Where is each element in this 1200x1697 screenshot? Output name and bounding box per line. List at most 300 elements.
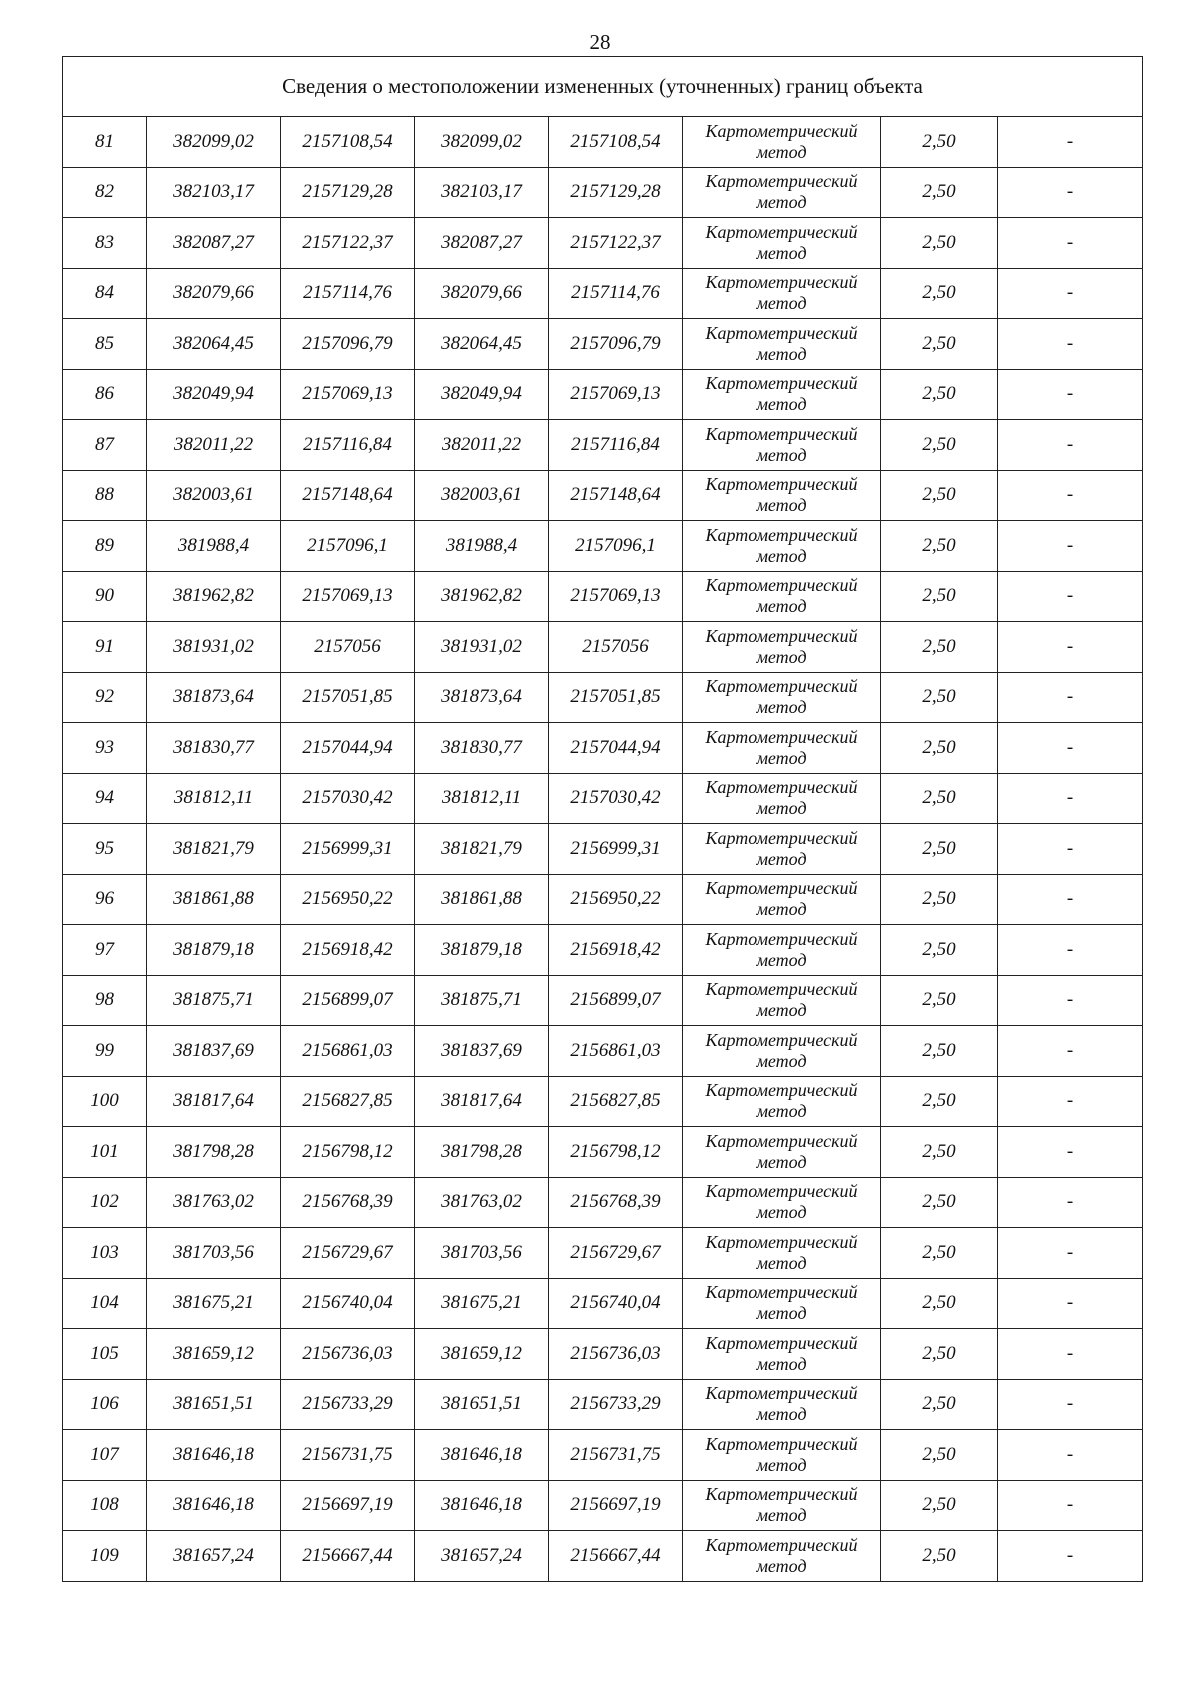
accuracy-cell: 2,50 <box>881 622 998 673</box>
note-cell: - <box>998 1026 1143 1077</box>
refined-y-cell: 2156731,75 <box>549 1430 683 1481</box>
existing-y-cell: 2156740,04 <box>281 1278 415 1329</box>
note-cell: - <box>998 622 1143 673</box>
method-line-1: Картометрический <box>705 120 858 141</box>
method-line-1: Картометрический <box>705 575 858 596</box>
table-row <box>63 369 1143 420</box>
existing-x-cell: 381962,82 <box>147 571 281 622</box>
point-number-cell: 89 <box>63 521 147 572</box>
method-line-2: метод <box>756 1353 807 1374</box>
table-row <box>63 975 1143 1026</box>
refined-x-cell: 382049,94 <box>415 369 549 420</box>
note-cell: - <box>998 1531 1143 1582</box>
point-number-cell: 93 <box>63 723 147 774</box>
point-number-cell: 96 <box>63 874 147 925</box>
existing-x-cell: 381657,24 <box>147 1531 281 1582</box>
table-row <box>63 1228 1143 1279</box>
method-cell <box>683 773 881 824</box>
point-number-cell: 86 <box>63 369 147 420</box>
refined-y-cell: 2156798,12 <box>549 1127 683 1178</box>
method-line-1: Картометрический <box>705 1484 858 1505</box>
point-number-cell: 99 <box>63 1026 147 1077</box>
method-line-1: Картометрический <box>705 827 858 848</box>
method-line-2: метод <box>756 343 807 364</box>
method-cell <box>683 1430 881 1481</box>
table-row <box>63 672 1143 723</box>
method-line-2: метод <box>756 1454 807 1475</box>
existing-y-cell: 2157096,1 <box>281 521 415 572</box>
method-line-1: Картометрический <box>705 423 858 444</box>
existing-y-cell: 2156731,75 <box>281 1430 415 1481</box>
method-line-1: Картометрический <box>705 1029 858 1050</box>
table-row <box>63 1480 1143 1531</box>
method-cell <box>683 1379 881 1430</box>
refined-x-cell: 381817,64 <box>415 1076 549 1127</box>
method-cell <box>683 117 881 168</box>
refined-y-cell: 2156950,22 <box>549 874 683 925</box>
point-number-cell: 105 <box>63 1329 147 1380</box>
point-number-cell: 108 <box>63 1480 147 1531</box>
table-row <box>63 773 1143 824</box>
accuracy-cell: 2,50 <box>881 218 998 269</box>
existing-x-cell: 381651,51 <box>147 1379 281 1430</box>
accuracy-cell: 2,50 <box>881 1480 998 1531</box>
refined-x-cell: 382003,61 <box>415 470 549 521</box>
refined-y-cell: 2156736,03 <box>549 1329 683 1380</box>
method-line-2: метод <box>756 1555 807 1576</box>
existing-x-cell: 381873,64 <box>147 672 281 723</box>
method-line-1: Картометрический <box>705 171 858 192</box>
refined-y-cell: 2156729,67 <box>549 1228 683 1279</box>
accuracy-cell: 2,50 <box>881 521 998 572</box>
table-title: Сведения о местоположении измененных (уточненных) границ объекта <box>63 57 1143 117</box>
point-number-cell: 103 <box>63 1228 147 1279</box>
refined-x-cell: 382064,45 <box>415 319 549 370</box>
method-line-1: Картометрический <box>705 474 858 495</box>
table-body <box>63 117 1143 1582</box>
accuracy-cell: 2,50 <box>881 1329 998 1380</box>
refined-x-cell: 381861,88 <box>415 874 549 925</box>
method-cell <box>683 1228 881 1279</box>
accuracy-cell: 2,50 <box>881 470 998 521</box>
existing-y-cell: 2157069,13 <box>281 571 415 622</box>
table-row <box>63 723 1143 774</box>
existing-y-cell: 2156729,67 <box>281 1228 415 1279</box>
refined-y-cell: 2156697,19 <box>549 1480 683 1531</box>
refined-y-cell: 2156667,44 <box>549 1531 683 1582</box>
method-line-2: метод <box>756 1505 807 1526</box>
refined-y-cell: 2157116,84 <box>549 420 683 471</box>
existing-y-cell: 2157069,13 <box>281 369 415 420</box>
note-cell: - <box>998 1278 1143 1329</box>
refined-x-cell: 381798,28 <box>415 1127 549 1178</box>
refined-x-cell: 381703,56 <box>415 1228 549 1279</box>
accuracy-cell: 2,50 <box>881 420 998 471</box>
table-row <box>63 1430 1143 1481</box>
accuracy-cell: 2,50 <box>881 1026 998 1077</box>
method-line-2: метод <box>756 798 807 819</box>
refined-x-cell: 381646,18 <box>415 1480 549 1531</box>
method-line-2: метод <box>756 949 807 970</box>
method-line-1: Картометрический <box>705 1332 858 1353</box>
refined-x-cell: 381646,18 <box>415 1430 549 1481</box>
point-number-cell: 83 <box>63 218 147 269</box>
method-line-2: метод <box>756 394 807 415</box>
note-cell: - <box>998 470 1143 521</box>
refined-x-cell: 382087,27 <box>415 218 549 269</box>
refined-x-cell: 381763,02 <box>415 1177 549 1228</box>
existing-y-cell: 2156736,03 <box>281 1329 415 1380</box>
point-number-cell: 84 <box>63 268 147 319</box>
existing-y-cell: 2156950,22 <box>281 874 415 925</box>
table-row <box>63 1127 1143 1178</box>
table-row <box>63 319 1143 370</box>
method-line-1: Картометрический <box>705 777 858 798</box>
point-number-cell: 95 <box>63 824 147 875</box>
refined-y-cell: 2157051,85 <box>549 672 683 723</box>
existing-y-cell: 2156798,12 <box>281 1127 415 1178</box>
accuracy-cell: 2,50 <box>881 571 998 622</box>
point-number-cell: 97 <box>63 925 147 976</box>
method-cell <box>683 218 881 269</box>
refined-y-cell: 2156899,07 <box>549 975 683 1026</box>
note-cell: - <box>998 571 1143 622</box>
point-number-cell: 91 <box>63 622 147 673</box>
point-number-cell: 109 <box>63 1531 147 1582</box>
method-line-1: Картометрический <box>705 1383 858 1404</box>
table-row <box>63 268 1143 319</box>
note-cell: - <box>998 1430 1143 1481</box>
existing-x-cell: 382011,22 <box>147 420 281 471</box>
method-cell <box>683 874 881 925</box>
point-number-cell: 101 <box>63 1127 147 1178</box>
refined-x-cell: 381830,77 <box>415 723 549 774</box>
table-row <box>63 1329 1143 1380</box>
method-cell <box>683 723 881 774</box>
note-cell: - <box>998 268 1143 319</box>
refined-x-cell: 381875,71 <box>415 975 549 1026</box>
existing-y-cell: 2156999,31 <box>281 824 415 875</box>
refined-x-cell: 381812,11 <box>415 773 549 824</box>
table-row <box>63 521 1143 572</box>
method-cell <box>683 470 881 521</box>
method-line-2: метод <box>756 293 807 314</box>
refined-x-cell: 382103,17 <box>415 167 549 218</box>
accuracy-cell: 2,50 <box>881 975 998 1026</box>
table-row <box>63 622 1143 673</box>
method-cell <box>683 672 881 723</box>
accuracy-cell: 2,50 <box>881 824 998 875</box>
method-line-1: Картометрический <box>705 878 858 899</box>
method-cell <box>683 1177 881 1228</box>
method-line-1: Картометрический <box>705 726 858 747</box>
table-row <box>63 117 1143 168</box>
refined-x-cell: 381931,02 <box>415 622 549 673</box>
accuracy-cell: 2,50 <box>881 268 998 319</box>
existing-x-cell: 381646,18 <box>147 1480 281 1531</box>
accuracy-cell: 2,50 <box>881 672 998 723</box>
refined-x-cell: 381651,51 <box>415 1379 549 1430</box>
table-row <box>63 1379 1143 1430</box>
accuracy-cell: 2,50 <box>881 773 998 824</box>
table-row <box>63 1076 1143 1127</box>
method-line-1: Картометрический <box>705 625 858 646</box>
accuracy-cell: 2,50 <box>881 1531 998 1582</box>
note-cell: - <box>998 672 1143 723</box>
point-number-cell: 82 <box>63 167 147 218</box>
refined-x-cell: 382079,66 <box>415 268 549 319</box>
refined-y-cell: 2156918,42 <box>549 925 683 976</box>
accuracy-cell: 2,50 <box>881 723 998 774</box>
note-cell: - <box>998 117 1143 168</box>
method-line-1: Картометрический <box>705 1534 858 1555</box>
method-line-2: метод <box>756 1000 807 1021</box>
note-cell: - <box>998 1228 1143 1279</box>
note-cell: - <box>998 1480 1143 1531</box>
method-line-2: метод <box>756 242 807 263</box>
method-line-1: Картометрический <box>705 676 858 697</box>
method-cell <box>683 1531 881 1582</box>
existing-y-cell: 2157148,64 <box>281 470 415 521</box>
table-row <box>63 1278 1143 1329</box>
existing-y-cell: 2156768,39 <box>281 1177 415 1228</box>
method-cell <box>683 975 881 1026</box>
refined-y-cell: 2157096,79 <box>549 319 683 370</box>
accuracy-cell: 2,50 <box>881 1379 998 1430</box>
existing-y-cell: 2157114,76 <box>281 268 415 319</box>
method-line-2: метод <box>756 646 807 667</box>
note-cell: - <box>998 1127 1143 1178</box>
method-line-2: метод <box>756 545 807 566</box>
existing-y-cell: 2156918,42 <box>281 925 415 976</box>
existing-x-cell: 382003,61 <box>147 470 281 521</box>
existing-x-cell: 381861,88 <box>147 874 281 925</box>
existing-x-cell: 381830,77 <box>147 723 281 774</box>
method-cell <box>683 369 881 420</box>
existing-x-cell: 382103,17 <box>147 167 281 218</box>
table-row <box>63 571 1143 622</box>
method-cell <box>683 1329 881 1380</box>
point-number-cell: 104 <box>63 1278 147 1329</box>
accuracy-cell: 2,50 <box>881 167 998 218</box>
point-number-cell: 98 <box>63 975 147 1026</box>
existing-y-cell: 2157051,85 <box>281 672 415 723</box>
existing-x-cell: 382087,27 <box>147 218 281 269</box>
method-cell <box>683 1026 881 1077</box>
point-number-cell: 107 <box>63 1430 147 1481</box>
refined-x-cell: 381675,21 <box>415 1278 549 1329</box>
point-number-cell: 88 <box>63 470 147 521</box>
method-cell <box>683 824 881 875</box>
existing-x-cell: 381703,56 <box>147 1228 281 1279</box>
refined-y-cell: 2156999,31 <box>549 824 683 875</box>
refined-x-cell: 381659,12 <box>415 1329 549 1380</box>
note-cell: - <box>998 218 1143 269</box>
method-line-2: метод <box>756 444 807 465</box>
note-cell: - <box>998 420 1143 471</box>
point-number-cell: 90 <box>63 571 147 622</box>
existing-x-cell: 381817,64 <box>147 1076 281 1127</box>
method-cell <box>683 571 881 622</box>
accuracy-cell: 2,50 <box>881 1228 998 1279</box>
existing-x-cell: 381812,11 <box>147 773 281 824</box>
accuracy-cell: 2,50 <box>881 874 998 925</box>
point-number-cell: 81 <box>63 117 147 168</box>
accuracy-cell: 2,50 <box>881 117 998 168</box>
point-number-cell: 102 <box>63 1177 147 1228</box>
existing-x-cell: 381763,02 <box>147 1177 281 1228</box>
accuracy-cell: 2,50 <box>881 1127 998 1178</box>
method-line-1: Картометрический <box>705 928 858 949</box>
accuracy-cell: 2,50 <box>881 925 998 976</box>
method-cell <box>683 622 881 673</box>
refined-y-cell: 2157056 <box>549 622 683 673</box>
method-line-2: метод <box>756 899 807 920</box>
point-number-cell: 92 <box>63 672 147 723</box>
method-line-2: метод <box>756 1050 807 1071</box>
point-number-cell: 100 <box>63 1076 147 1127</box>
existing-x-cell: 381798,28 <box>147 1127 281 1178</box>
method-line-2: метод <box>756 1303 807 1324</box>
refined-x-cell: 381821,79 <box>415 824 549 875</box>
refined-y-cell: 2157069,13 <box>549 369 683 420</box>
table-row <box>63 470 1143 521</box>
existing-y-cell: 2157129,28 <box>281 167 415 218</box>
existing-y-cell: 2157096,79 <box>281 319 415 370</box>
method-line-1: Картометрический <box>705 1080 858 1101</box>
method-line-2: метод <box>756 1151 807 1172</box>
refined-y-cell: 2156740,04 <box>549 1278 683 1329</box>
existing-x-cell: 382099,02 <box>147 117 281 168</box>
method-line-2: метод <box>756 192 807 213</box>
refined-y-cell: 2157148,64 <box>549 470 683 521</box>
accuracy-cell: 2,50 <box>881 369 998 420</box>
existing-y-cell: 2157056 <box>281 622 415 673</box>
note-cell: - <box>998 824 1143 875</box>
existing-y-cell: 2156827,85 <box>281 1076 415 1127</box>
note-cell: - <box>998 975 1143 1026</box>
existing-x-cell: 382049,94 <box>147 369 281 420</box>
method-line-2: метод <box>756 848 807 869</box>
refined-y-cell: 2157129,28 <box>549 167 683 218</box>
existing-x-cell: 381659,12 <box>147 1329 281 1380</box>
method-line-2: метод <box>756 596 807 617</box>
note-cell: - <box>998 1076 1143 1127</box>
table-row <box>63 1026 1143 1077</box>
refined-x-cell: 381837,69 <box>415 1026 549 1077</box>
existing-x-cell: 381931,02 <box>147 622 281 673</box>
method-line-2: метод <box>756 1252 807 1273</box>
method-line-1: Картометрический <box>705 1282 858 1303</box>
refined-y-cell: 2157108,54 <box>549 117 683 168</box>
existing-y-cell: 2157116,84 <box>281 420 415 471</box>
table-row <box>63 925 1143 976</box>
table-row <box>63 874 1143 925</box>
method-cell <box>683 319 881 370</box>
refined-x-cell: 382099,02 <box>415 117 549 168</box>
existing-y-cell: 2156733,29 <box>281 1379 415 1430</box>
method-line-2: метод <box>756 697 807 718</box>
accuracy-cell: 2,50 <box>881 1177 998 1228</box>
table-row <box>63 1531 1143 1582</box>
point-number-cell: 94 <box>63 773 147 824</box>
method-line-2: метод <box>756 1202 807 1223</box>
method-line-1: Картометрический <box>705 524 858 545</box>
existing-y-cell: 2156899,07 <box>281 975 415 1026</box>
method-line-1: Картометрический <box>705 979 858 1000</box>
existing-x-cell: 381675,21 <box>147 1278 281 1329</box>
refined-x-cell: 382011,22 <box>415 420 549 471</box>
existing-x-cell: 382079,66 <box>147 268 281 319</box>
method-line-1: Картометрический <box>705 1231 858 1252</box>
existing-x-cell: 381646,18 <box>147 1430 281 1481</box>
refined-y-cell: 2157030,42 <box>549 773 683 824</box>
note-cell: - <box>998 319 1143 370</box>
refined-x-cell: 381879,18 <box>415 925 549 976</box>
existing-y-cell: 2156667,44 <box>281 1531 415 1582</box>
refined-x-cell: 381962,82 <box>415 571 549 622</box>
note-cell: - <box>998 723 1143 774</box>
method-line-1: Картометрический <box>705 322 858 343</box>
existing-y-cell: 2156861,03 <box>281 1026 415 1077</box>
coordinates-table <box>62 56 1143 1582</box>
existing-x-cell: 381988,4 <box>147 521 281 572</box>
method-cell <box>683 420 881 471</box>
refined-y-cell: 2156827,85 <box>549 1076 683 1127</box>
table-row <box>63 420 1143 471</box>
point-number-cell: 85 <box>63 319 147 370</box>
refined-y-cell: 2156861,03 <box>549 1026 683 1077</box>
method-line-2: метод <box>756 495 807 516</box>
existing-y-cell: 2157122,37 <box>281 218 415 269</box>
accuracy-cell: 2,50 <box>881 1076 998 1127</box>
refined-y-cell: 2156768,39 <box>549 1177 683 1228</box>
method-cell <box>683 1076 881 1127</box>
refined-y-cell: 2157114,76 <box>549 268 683 319</box>
existing-y-cell: 2157044,94 <box>281 723 415 774</box>
note-cell: - <box>998 1177 1143 1228</box>
existing-x-cell: 381837,69 <box>147 1026 281 1077</box>
method-line-1: Картометрический <box>705 221 858 242</box>
existing-x-cell: 381879,18 <box>147 925 281 976</box>
refined-y-cell: 2156733,29 <box>549 1379 683 1430</box>
table-row <box>63 167 1143 218</box>
method-line-1: Картометрический <box>705 1130 858 1151</box>
note-cell: - <box>998 521 1143 572</box>
method-cell <box>683 167 881 218</box>
refined-y-cell: 2157069,13 <box>549 571 683 622</box>
table-row <box>63 1177 1143 1228</box>
refined-y-cell: 2157096,1 <box>549 521 683 572</box>
refined-y-cell: 2157122,37 <box>549 218 683 269</box>
method-line-2: метод <box>756 1404 807 1425</box>
refined-x-cell: 381873,64 <box>415 672 549 723</box>
method-line-2: метод <box>756 747 807 768</box>
method-cell <box>683 521 881 572</box>
existing-y-cell: 2157030,42 <box>281 773 415 824</box>
existing-x-cell: 381875,71 <box>147 975 281 1026</box>
page-number: 28 <box>589 30 611 54</box>
existing-y-cell: 2156697,19 <box>281 1480 415 1531</box>
method-cell <box>683 1127 881 1178</box>
note-cell: - <box>998 369 1143 420</box>
method-line-1: Картометрический <box>705 272 858 293</box>
existing-x-cell: 381821,79 <box>147 824 281 875</box>
refined-x-cell: 381988,4 <box>415 521 549 572</box>
method-cell <box>683 268 881 319</box>
existing-x-cell: 382064,45 <box>147 319 281 370</box>
method-line-1: Картометрический <box>705 373 858 394</box>
